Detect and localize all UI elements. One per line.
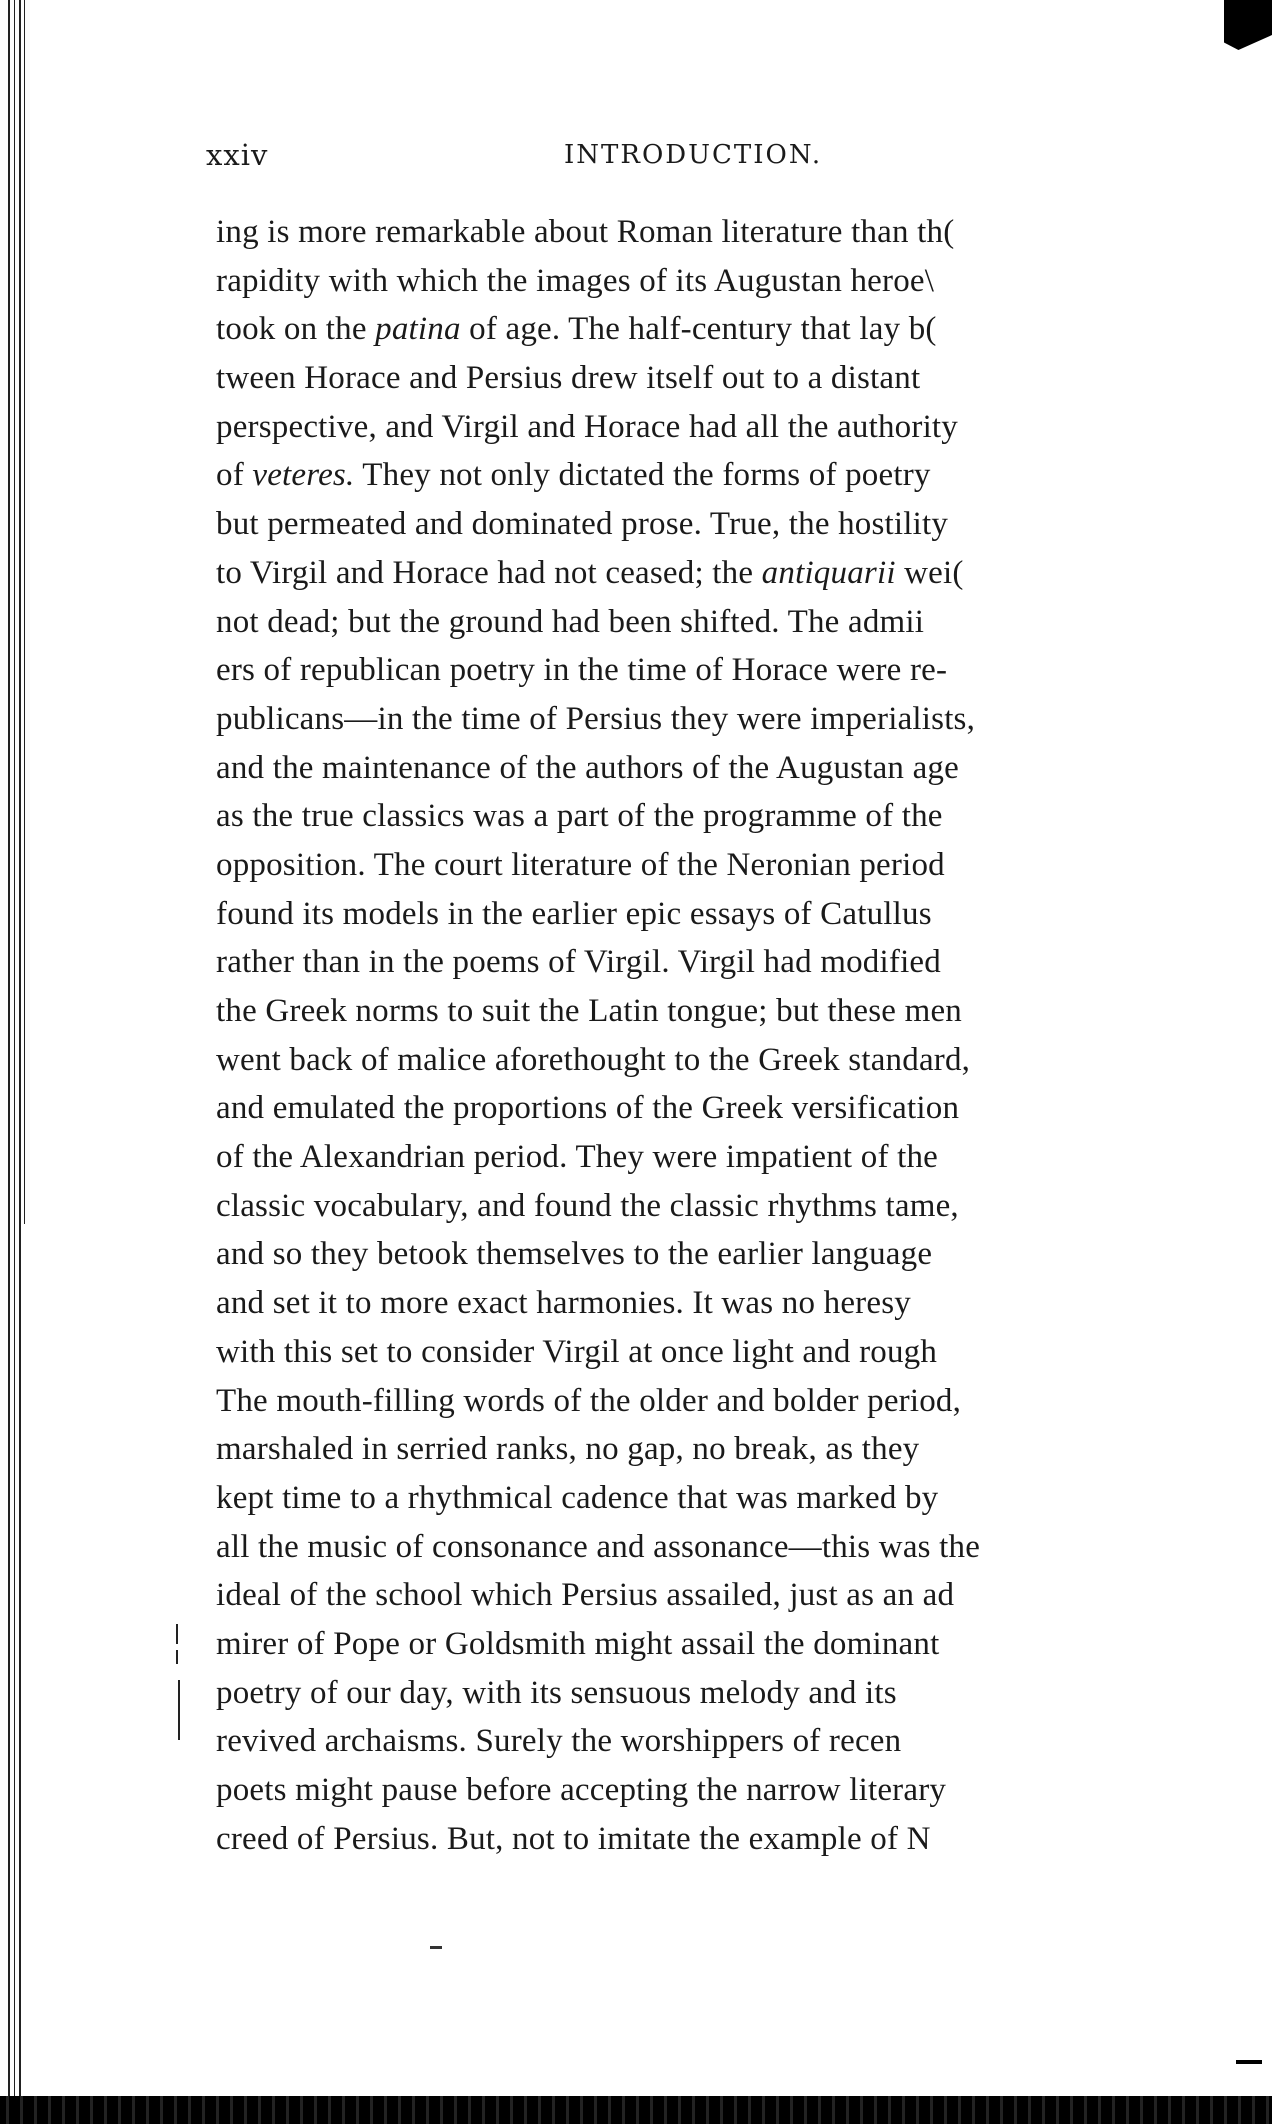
text-line: poetry of our day, with its sensuous melody and its [216,1674,897,1711]
italic-term: antiquarii [761,554,896,591]
running-head-title: INTRODUCTION. [564,140,823,170]
text-line: and set it to more exact harmonies. It was no heresy [216,1285,911,1322]
text-line: tween Horace and Persius drew itself out to a distant [216,360,921,397]
body-text [216,208,1206,1863]
text-line: to Virgil and Horace had not ceased; the antiquarii wei( [216,554,964,591]
text-line: all the music of consonance and assonance—this was the [216,1528,981,1565]
scan-bottom-edge [0,2096,1272,2124]
text-line: but permeated and dominated prose. True, the hostility [216,506,949,543]
running-head [206,138,856,178]
text-line: took on the patina of age. The half-century that lay b( [216,311,937,348]
italic-term: veteres. [252,457,355,494]
binding-edge-line [14,0,15,2124]
italic-term: patina [375,311,461,348]
text-line: as the true classics was a part of the programme of the [216,798,943,835]
text-line: and emulated the proportions of the Greek versification [216,1090,960,1127]
text-line: ing is more remarkable about Roman literature than th( [216,214,955,250]
text-line: marshaled in serried ranks, no gap, no break, as they [216,1431,920,1468]
text-line: revived archaisms. Surely the worshippers of recen [216,1723,902,1760]
text-line: opposition. The court literature of the Neronian period [216,846,945,883]
text-line: The mouth-filling words of the older and bolder period, [216,1382,962,1419]
scan-speck [430,1946,442,1949]
text-line: of veteres. They not only dictated the forms of poetry [216,457,931,494]
text-line: publicans—in the time of Persius they were imperialists, [216,700,976,737]
text-line: perspective, and Virgil and Horace had all the authority [216,408,959,445]
text-line: and the maintenance of the authors of the Augustan age [216,749,959,786]
binding-edge-line [8,0,10,2124]
text-line: with this set to consider Virgil at once light and rough [216,1333,938,1370]
text-line: classic vocabulary, and found the classic rhythms tame, [216,1187,959,1224]
binding-edge-line [24,0,25,1224]
text-line: rapidity with which the images of its Augustan heroe\ [216,262,935,299]
text-line: ers of republican poetry in the time of Horace were re- [216,652,948,689]
text-line: not dead; but the ground had been shifted. The admii [216,603,925,640]
text-line: creed of Persius. But, not to imitate the example of N [216,1820,931,1857]
margin-mark [176,1624,178,1644]
scan-speck [1236,2060,1262,2064]
text-line: mirer of Pope or Goldsmith might assail the dominant [216,1625,940,1662]
text-line: found its models in the earlier epic essays of Catullus [216,895,932,932]
text-line: ideal of the school which Persius assailed, just as an ad [216,1577,955,1614]
margin-mark [178,1680,180,1740]
text-line: went back of malice aforethought to the Greek standard, [216,1041,971,1078]
text-line: kept time to a rhythmical cadence that was marked by [216,1479,939,1516]
text-line: poets might pause before accepting the narrow literary [216,1772,947,1808]
binding-edge-line [19,0,21,2124]
text-line: of the Alexandrian period. They were impatient of the [216,1139,939,1176]
margin-mark [176,1650,178,1664]
text-line: rather than in the poems of Virgil. Virgil had modified [216,944,941,981]
page-number: xxiv [206,138,269,172]
text-line: the Greek norms to suit the Latin tongue; but these men [216,993,963,1029]
scan-corner-mark [1224,0,1272,50]
text-line: and so they betook themselves to the earlier language [216,1236,933,1273]
